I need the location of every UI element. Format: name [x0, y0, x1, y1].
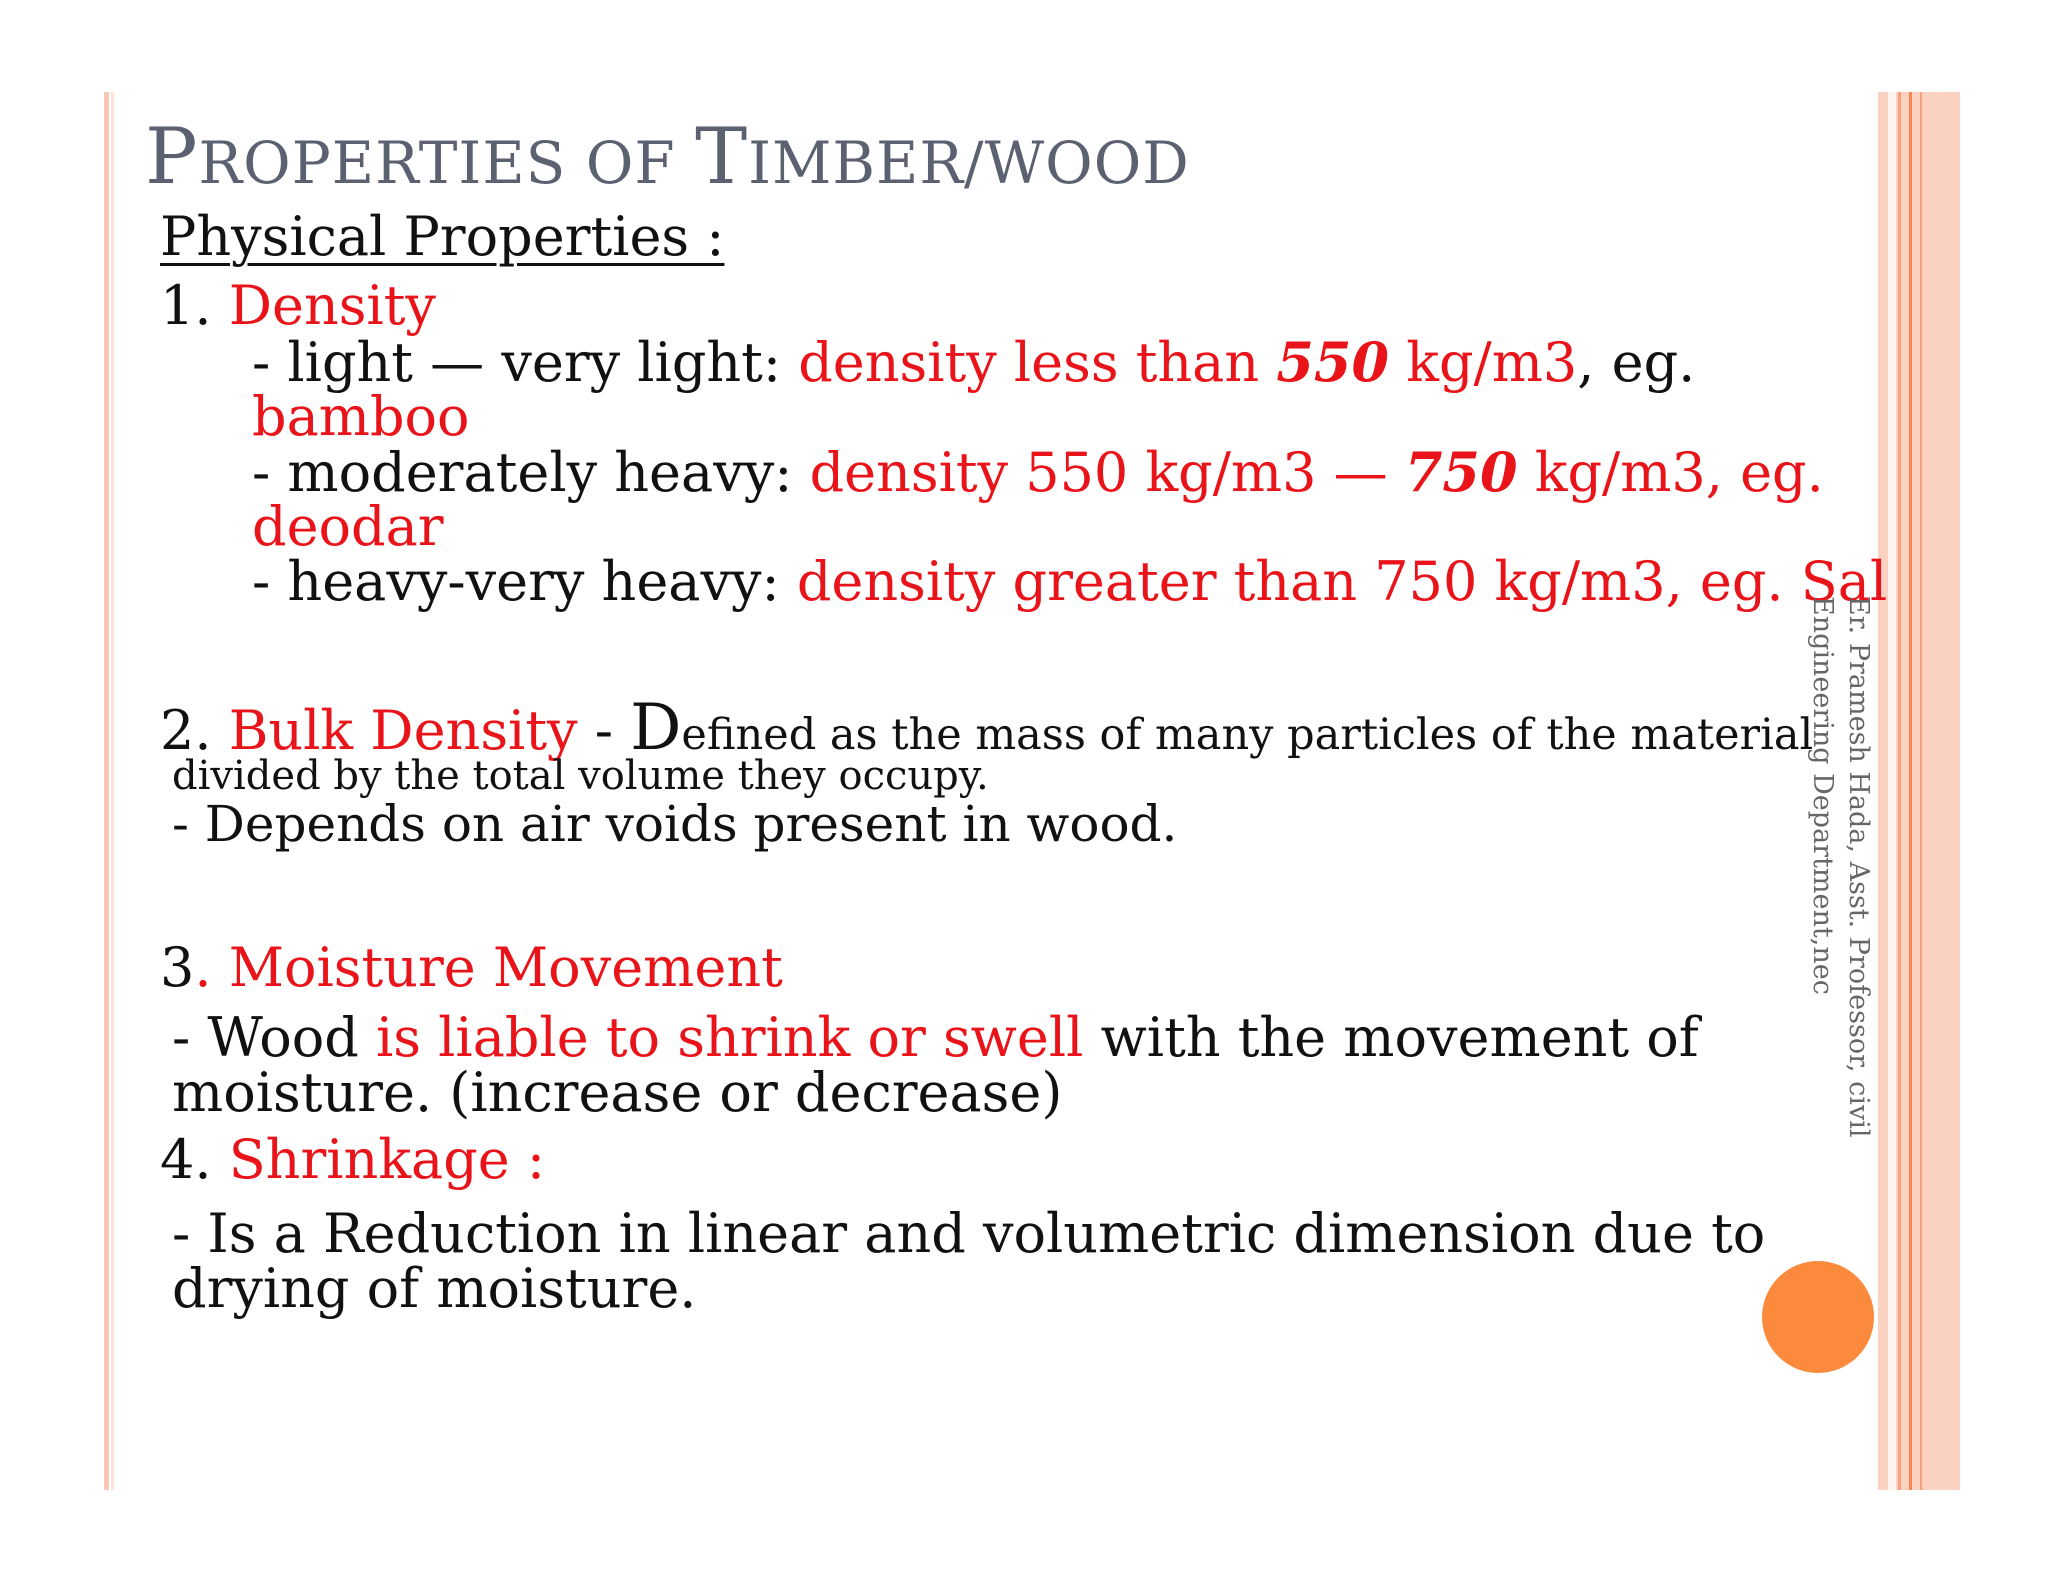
bulk-density-initial: D	[630, 691, 682, 765]
section-heading: Physical Properties :	[160, 205, 725, 268]
density-moderate-example: deodar	[252, 495, 444, 558]
density-light-line	[252, 332, 1695, 393]
author-line-1: Er. Pramesh Hada, Asst. Professor, civil	[1843, 596, 1874, 1138]
density-heading	[160, 276, 436, 336]
shrinkage-number: 4.	[160, 1128, 229, 1191]
density-heavy-red: density greater than 750 kg/m3, eg. Sal	[796, 550, 1888, 613]
density-moderate-suffix: kg/m3, eg.	[1517, 441, 1824, 504]
title-rest-2: IMBER/WOOD	[748, 129, 1190, 197]
shrinkage-label: Shrinkage :	[228, 1128, 546, 1191]
right-border-line-1	[1898, 92, 1901, 1490]
right-border-line-3	[1920, 92, 1922, 1490]
density-heavy-line	[252, 552, 1887, 612]
moisture-label: . Moisture Movement	[194, 936, 783, 999]
moisture-line-2: moisture. (increase or decrease)	[172, 1061, 1063, 1124]
density-moderate-prefix: - moderately heavy:	[252, 441, 810, 504]
left-border-inner	[111, 92, 114, 1490]
density-light-red: density less than	[798, 331, 1277, 394]
moisture-heading	[160, 938, 783, 998]
moisture-prefix: - Wood	[172, 1006, 377, 1069]
bulk-density-dash: -	[577, 699, 631, 762]
orange-circle-decoration	[1762, 1261, 1874, 1373]
title-cap-2: T	[695, 112, 749, 202]
bulk-density-def-2: divided by the total volume they occupy.	[172, 753, 989, 799]
slide-title	[145, 112, 1190, 202]
density-moderate-line	[252, 442, 1824, 503]
shrinkage-line-2: drying of moisture.	[172, 1257, 697, 1320]
author-credit	[1804, 596, 1876, 1137]
right-border-gap-1	[1888, 92, 1896, 1490]
shrinkage-line-1: - Is a Reduction in linear and volumetric dimension due to	[172, 1202, 1766, 1265]
bulk-density-label: Bulk Density	[228, 699, 578, 762]
shrinkage-heading	[160, 1130, 545, 1190]
density-moderate-red: density 550 kg/m3 —	[809, 441, 1405, 504]
moisture-suffix: with the movement of	[1083, 1006, 1699, 1069]
moisture-number: 3	[160, 936, 195, 999]
density-light-value: 550	[1276, 330, 1390, 394]
density-label: Density	[228, 274, 436, 337]
title-rest-1: ROPERTIES OF	[198, 129, 696, 197]
density-heavy-prefix: - heavy-very heavy:	[252, 550, 797, 613]
density-number: 1.	[160, 274, 229, 337]
bulk-density-number: 2.	[160, 699, 229, 762]
density-moderate-value: 750	[1404, 440, 1518, 504]
right-border-line-2	[1909, 92, 1912, 1490]
author-line-2: Engineering Department,nec	[1807, 596, 1838, 995]
density-light-unit: kg/m3	[1389, 331, 1578, 394]
moisture-red: is liable to shrink or swell	[376, 1006, 1084, 1069]
density-light-suffix: , eg.	[1577, 331, 1696, 394]
left-border-outer	[104, 92, 109, 1490]
moisture-line-1	[172, 1008, 1699, 1068]
density-light-example: bamboo	[252, 385, 470, 448]
bulk-density-def-1: efined as the mass of many particles of the material	[681, 710, 1814, 760]
bulk-density-point: - Depends on air voids present in wood.	[172, 795, 1178, 853]
title-cap-1: P	[145, 112, 199, 202]
density-light-prefix: - light — very light:	[252, 331, 799, 394]
